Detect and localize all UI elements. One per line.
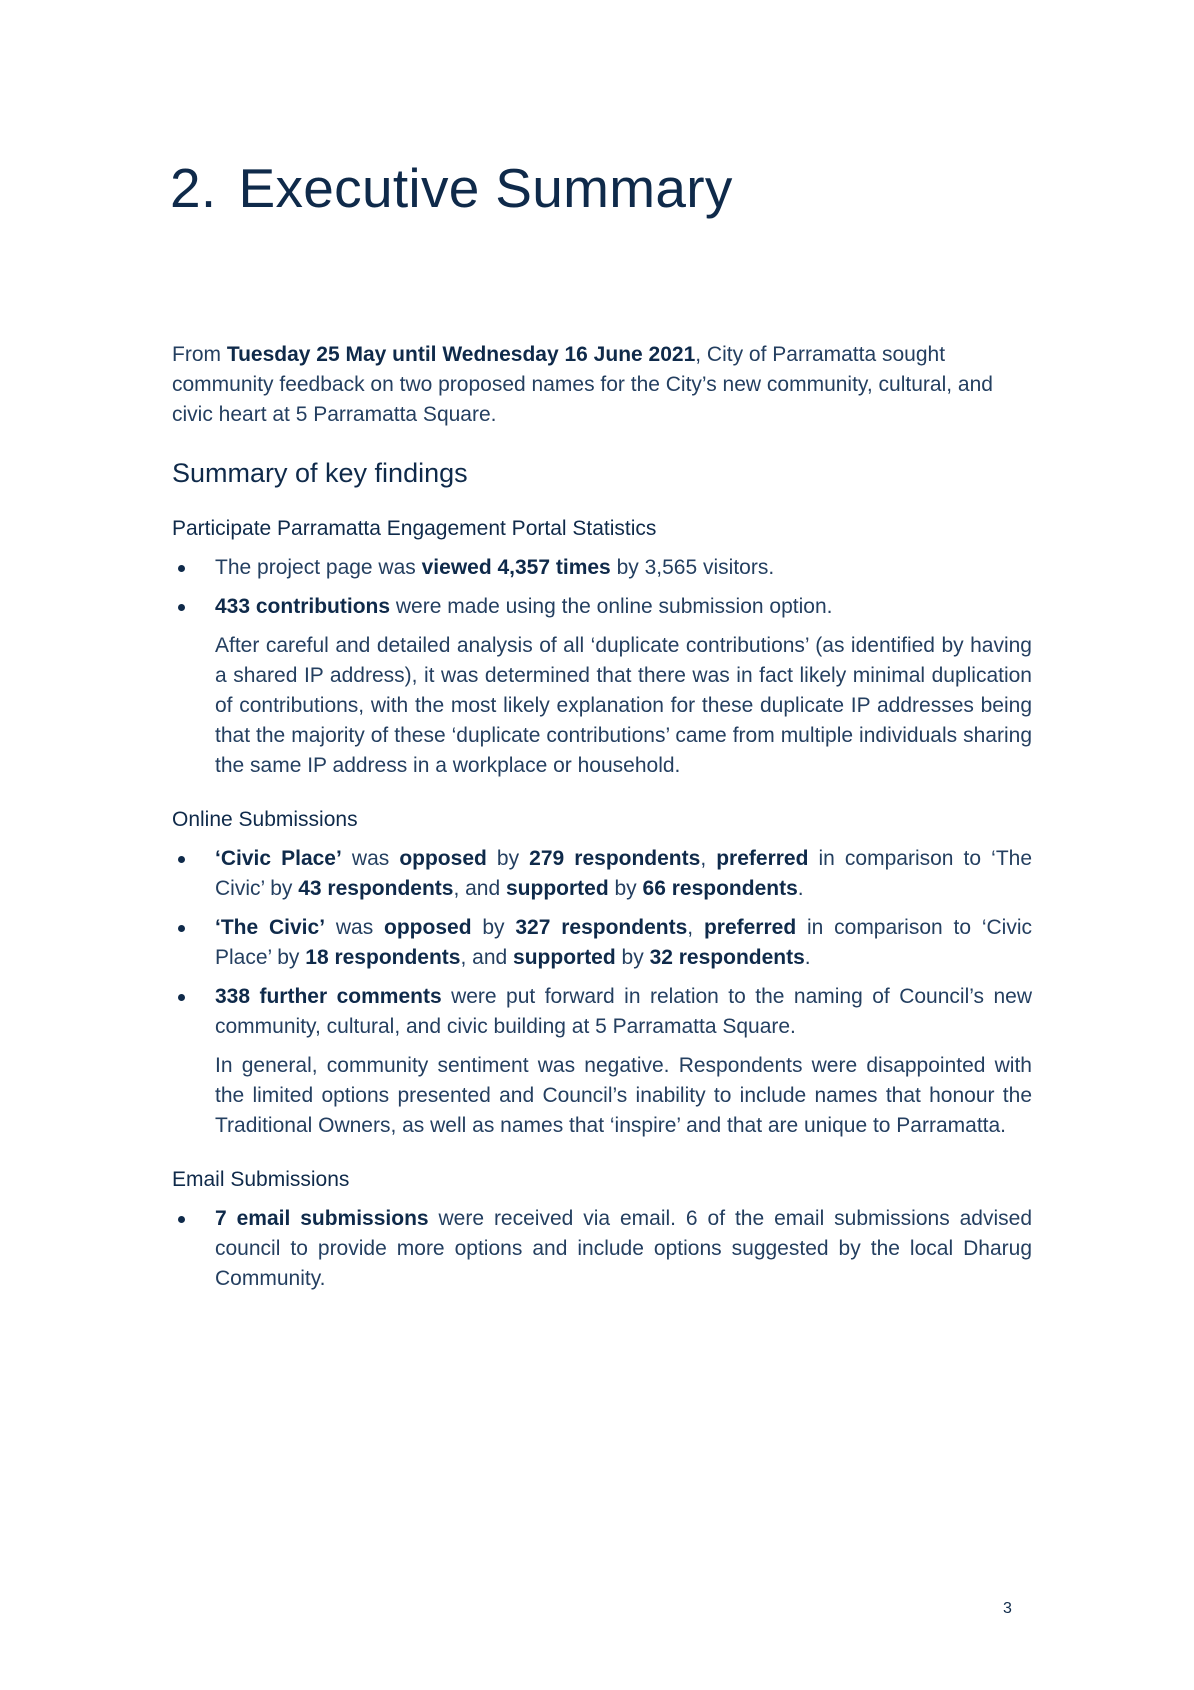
bullet-icon (178, 1216, 185, 1223)
text-run: , City of Parramatta sought community feedback on two proposed names for the City’s new community, cultural, and civic heart at 5 Parramatta Square. (172, 343, 993, 426)
section-title: Executive Summary (238, 157, 733, 219)
email-heading: Email Submissions (172, 1168, 350, 1191)
online-heading: Online Submissions (172, 808, 358, 831)
bullet-icon (178, 856, 185, 863)
list-item: ‘The Civic’ was opposed by 327 respondents, preferred in comparison to ‘Civic Place’ by 18 respondents, and supported by 32 respondents. (172, 913, 1032, 973)
list-item (172, 553, 1032, 583)
online-note: In general, community sentiment was negative. Respondents were disappointed with the limited options presented and Council’s inability to include names that honour the Traditional Owners, as well as names that ‘inspire’ and that are unique to Parramatta. (215, 1054, 1032, 1137)
list-item: 7 email submissions were received via email. 6 of the email submissions advised council to provide more options and include options suggested by the local Dharug Community. (172, 1204, 1032, 1294)
bullet-icon (178, 565, 185, 572)
summary-heading: Summary of key findings (172, 458, 468, 488)
bold-run: 433 contributions (215, 595, 391, 618)
list-item: 338 further comments were put forward in relation to the naming of Council’s new community, cultural, and civic building at 5 Parramatta Square. (172, 982, 1032, 1042)
intro-paragraph (172, 340, 1032, 430)
list-item (172, 592, 1032, 622)
text-run: From (172, 343, 227, 366)
page-title (170, 158, 733, 219)
portal-note: After careful and detailed analysis of all ‘duplicate contributions’ (as identified by having a shared IP address), it was determined that there was in fact likely minimal duplication of contributions, with the most likely explanation for these duplicate IP addresses being that the majority of these ‘duplicate contributions’ came from multiple individuals sharing the same IP address in a workplace or household. (215, 634, 1032, 777)
date-range: Tuesday 25 May until Wednesday 16 June 2021 (226, 343, 696, 366)
bold-run: viewed 4,357 times (421, 556, 611, 579)
bullet-icon (178, 604, 185, 611)
page-number: 3 (1003, 1600, 1012, 1617)
bullet-icon (178, 994, 185, 1001)
main-content (172, 340, 1032, 1294)
text-run: were made using the online submission option. (390, 595, 833, 618)
bullet-icon (178, 925, 185, 932)
online-list (172, 844, 1032, 1042)
section-number: 2. (170, 157, 217, 219)
text-run: by 3,565 visitors. (610, 556, 775, 579)
text-run: The project page was (215, 556, 422, 579)
portal-list (172, 553, 1032, 622)
list-item: ‘Civic Place’ was opposed by 279 respondents, preferred in comparison to ‘The Civic’ by 43 respondents, and supported by 66 respondents. (172, 844, 1032, 904)
portal-heading: Participate Parramatta Engagement Portal Statistics (172, 517, 657, 540)
email-list (172, 1204, 1032, 1294)
